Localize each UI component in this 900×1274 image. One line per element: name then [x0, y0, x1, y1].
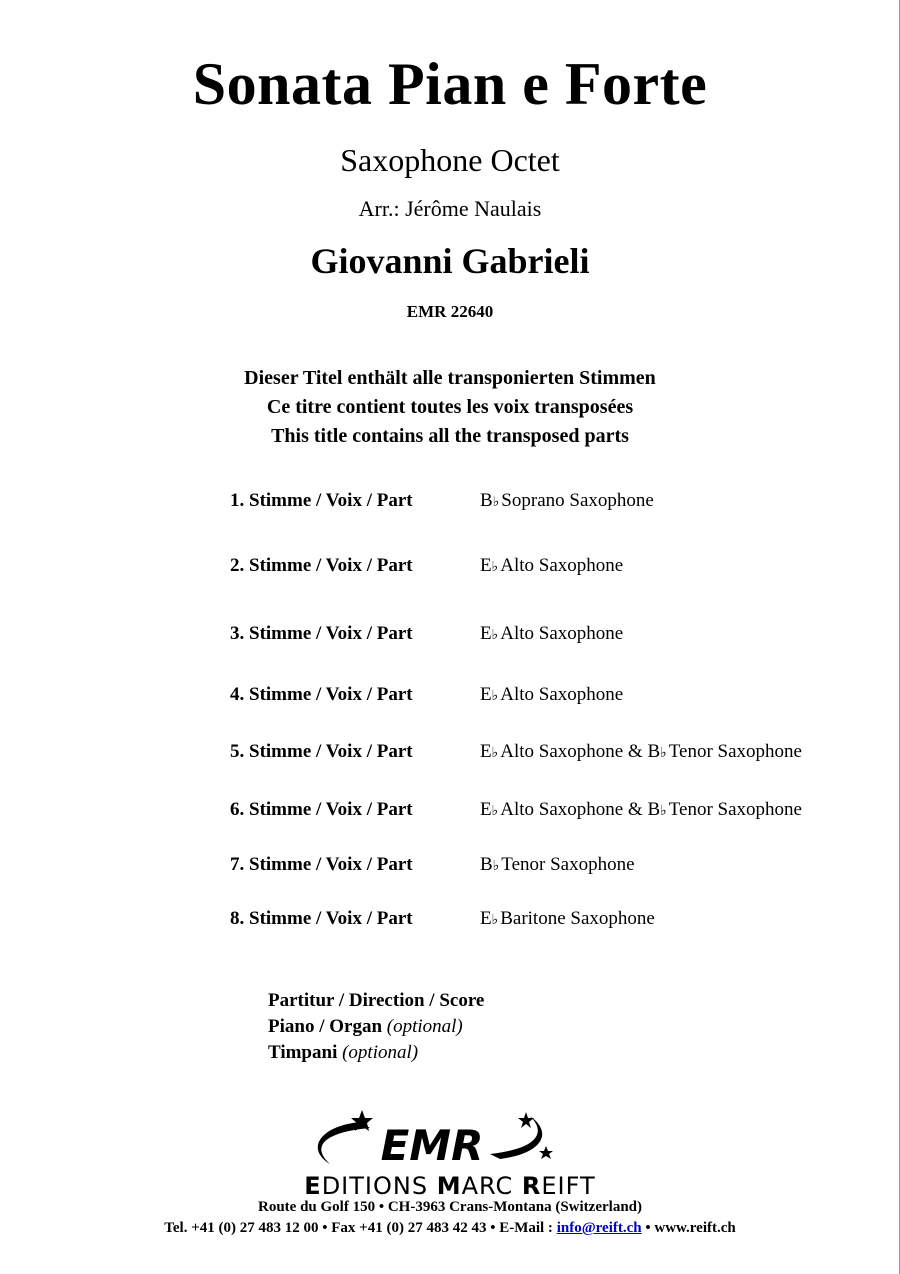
part-instrument: [480, 490, 654, 512]
instrument-name: Alto Saxophone: [500, 684, 624, 705]
part-label: 1. Stimme / Voix / Part: [230, 490, 413, 511]
piano-line: Piano / Organ (optional): [268, 1016, 463, 1037]
part-instrument: [480, 684, 623, 706]
part-label: 8. Stimme / Voix / Part: [230, 908, 413, 929]
key-letter: B: [647, 741, 661, 762]
flat-icon: ♭: [491, 689, 499, 704]
notice-german: Dieser Titel enthält alle transponierten Stimmen: [244, 367, 656, 389]
instrument-name: Alto Saxophone &: [500, 799, 643, 820]
flat-icon: ♭: [491, 746, 499, 761]
instrument-name: Alto Saxophone &: [500, 741, 643, 762]
key-letter: E: [480, 741, 492, 762]
key-letter: B: [480, 490, 493, 511]
instrument-name: Baritone Saxophone: [500, 908, 655, 929]
key-letter: E: [480, 908, 492, 929]
instrument-name: Alto Saxophone: [500, 555, 624, 576]
key-letter: E: [480, 799, 492, 820]
timpani-line: Timpani (optional): [268, 1042, 419, 1063]
part-instrument: [480, 741, 802, 763]
instrument-name: Soprano Saxophone: [501, 490, 654, 511]
part-label: 3. Stimme / Voix / Part: [230, 623, 413, 644]
composer-name: Giovanni Gabrieli: [310, 241, 590, 281]
part-instrument: [480, 854, 635, 876]
key-letter: E: [480, 684, 492, 705]
part-instrument: [480, 555, 623, 577]
flat-icon: ♭: [660, 746, 667, 761]
instrument-name: Alto Saxophone: [500, 623, 624, 644]
ensemble-subtitle: Saxophone Octet: [340, 142, 560, 178]
flat-icon: ♭: [491, 560, 499, 575]
instrument-name: Tenor Saxophone: [668, 799, 802, 820]
emr-logo-icon: [300, 1104, 560, 1174]
flat-icon: ♭: [491, 804, 499, 819]
additional-parts: [268, 988, 484, 1066]
part-label: 5. Stimme / Voix / Part: [230, 741, 413, 762]
part-label: 4. Stimme / Voix / Part: [230, 684, 413, 705]
part-label: 6. Stimme / Voix / Part: [230, 799, 413, 820]
flat-icon: ♭: [491, 628, 499, 643]
instrument-name: Tenor Saxophone: [501, 854, 635, 875]
part-instrument: [480, 799, 802, 821]
arranger-credit: Arr.: Jérôme Naulais: [358, 196, 542, 221]
key-letter: E: [480, 623, 492, 644]
flat-icon: ♭: [492, 859, 500, 874]
publisher-name: EDITIONS MARC REIFT: [304, 1172, 596, 1200]
svg-text:EMR: EMR: [380, 1121, 484, 1170]
key-letter: B: [647, 799, 661, 820]
email-link[interactable]: info@reift.ch: [556, 1220, 642, 1236]
catalog-number: EMR 22640: [406, 302, 494, 321]
key-letter: B: [480, 854, 493, 875]
part-instrument: [480, 908, 655, 930]
piece-title: Sonata Pian e Forte: [192, 51, 708, 117]
publisher-address: Route du Golf 150 • CH-3963 Crans-Montana (Switzerland): [258, 1199, 642, 1215]
transposed-parts-notice: [0, 364, 900, 451]
key-letter: E: [480, 555, 492, 576]
notice-french: Ce titre contient toutes les voix transposées: [266, 396, 634, 418]
part-label: 7. Stimme / Voix / Part: [230, 854, 413, 875]
part-label: 2. Stimme / Voix / Part: [230, 555, 413, 576]
notice-english: This title contains all the transposed parts: [271, 425, 629, 447]
publisher-contact: Tel. +41 (0) 27 483 12 00 • Fax +41 (0) 27 483 42 43 • E-Mail : info@reift.ch • www.reift.ch: [164, 1220, 736, 1236]
instrument-name: Tenor Saxophone: [668, 741, 802, 762]
part-instrument: [480, 623, 623, 645]
flat-icon: ♭: [491, 913, 499, 928]
flat-icon: ♭: [660, 804, 667, 819]
flat-icon: ♭: [492, 495, 500, 510]
score-line: Partitur / Direction / Score: [268, 990, 485, 1011]
